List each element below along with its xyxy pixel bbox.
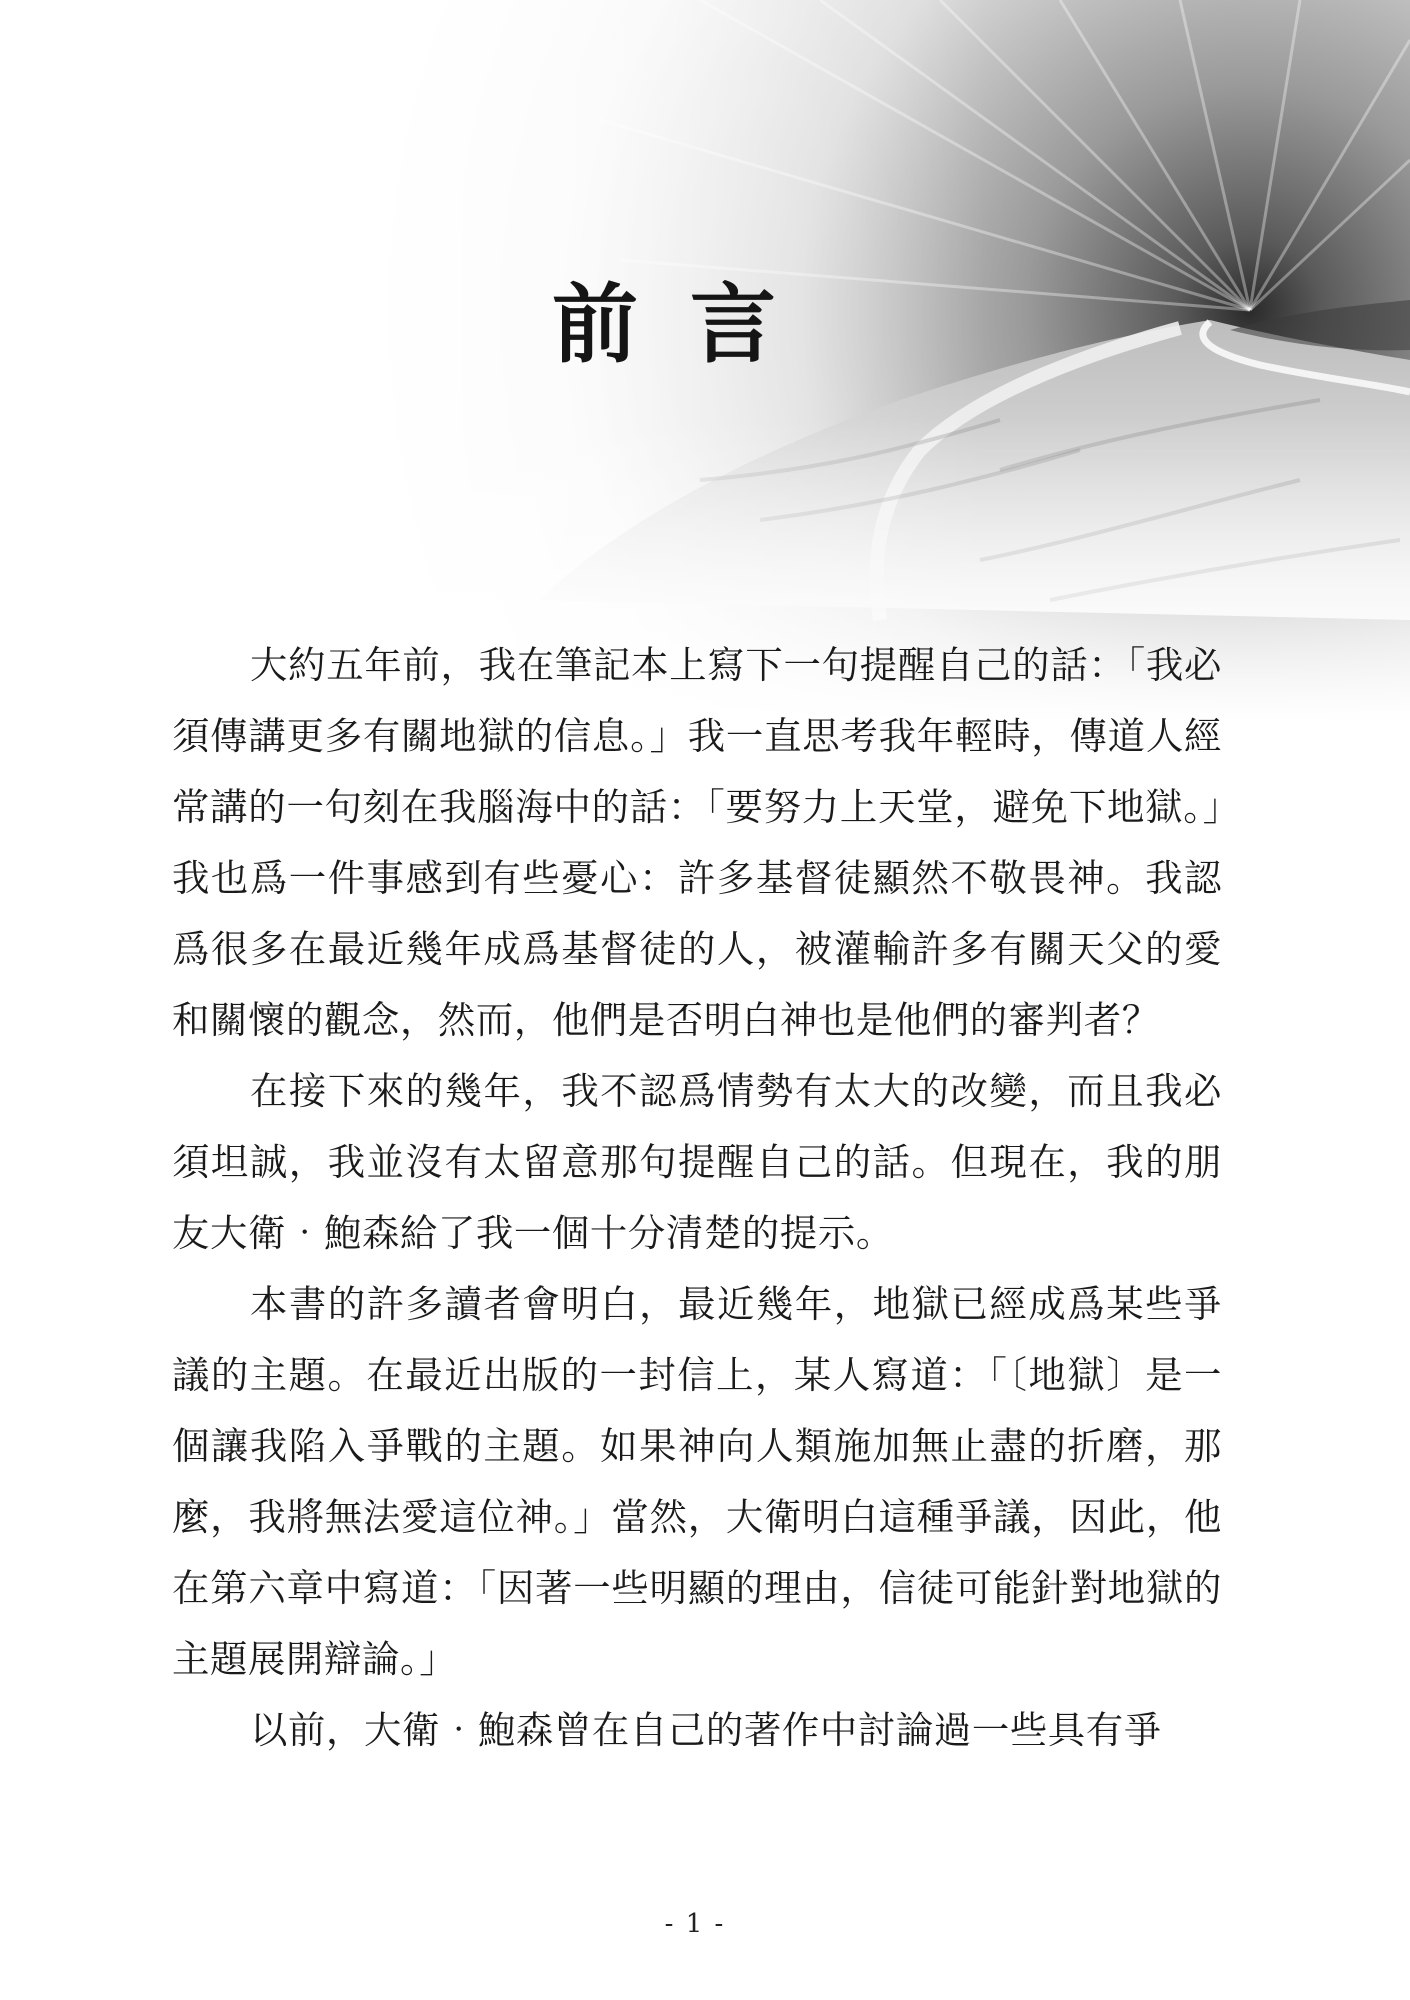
chapter-title: 前言: [552, 274, 828, 375]
paragraph: 本書的許多讀者會明白，最近幾年，地獄已經成爲某些爭議的主題。在最近出版的一封信上，某人寫道：「〔地獄〕是一個讓我陷入爭戰的主題。如果神向人類施加無止盡的折磨，那麼，我將無法愛這位神。」當然，大衛明白這種爭議，因此，他在第六章中寫道：「因著一些明顯的理由，信徒可能針對地獄的主題展開辯論。」: [172, 1282, 1222, 1681]
paragraph: 以前，大衛‧鮑森曾在自己的著作中討論過一些具有爭: [250, 1708, 1162, 1752]
page-number: - 1 -: [664, 1909, 726, 1939]
body-text: [172, 630, 1222, 1766]
paragraph: 大約五年前，我在筆記本上寫下一句提醒自己的話：「我必須傳講更多有關地獄的信息。」我一直思考我年輕時，傳道人經常講的一句刻在我腦海中的話：「要努力上天堂，避免下地獄。」我也爲一件事感到有些憂心：許多基督徒顯然不敬畏神。我認爲很多在最近幾年成爲基督徒的人，被灌輸許多有關天父的愛和關懷的觀念，然而，他們是否明白神也是他們的審判者？: [172, 643, 1222, 1042]
paragraph: 在接下來的幾年，我不認爲情勢有太大的改變，而且我必須坦誠，我並沒有太留意那句提醒自己的話。但現在，我的朋友大衛‧鮑森給了我一個十分清楚的提示。: [172, 1069, 1222, 1255]
